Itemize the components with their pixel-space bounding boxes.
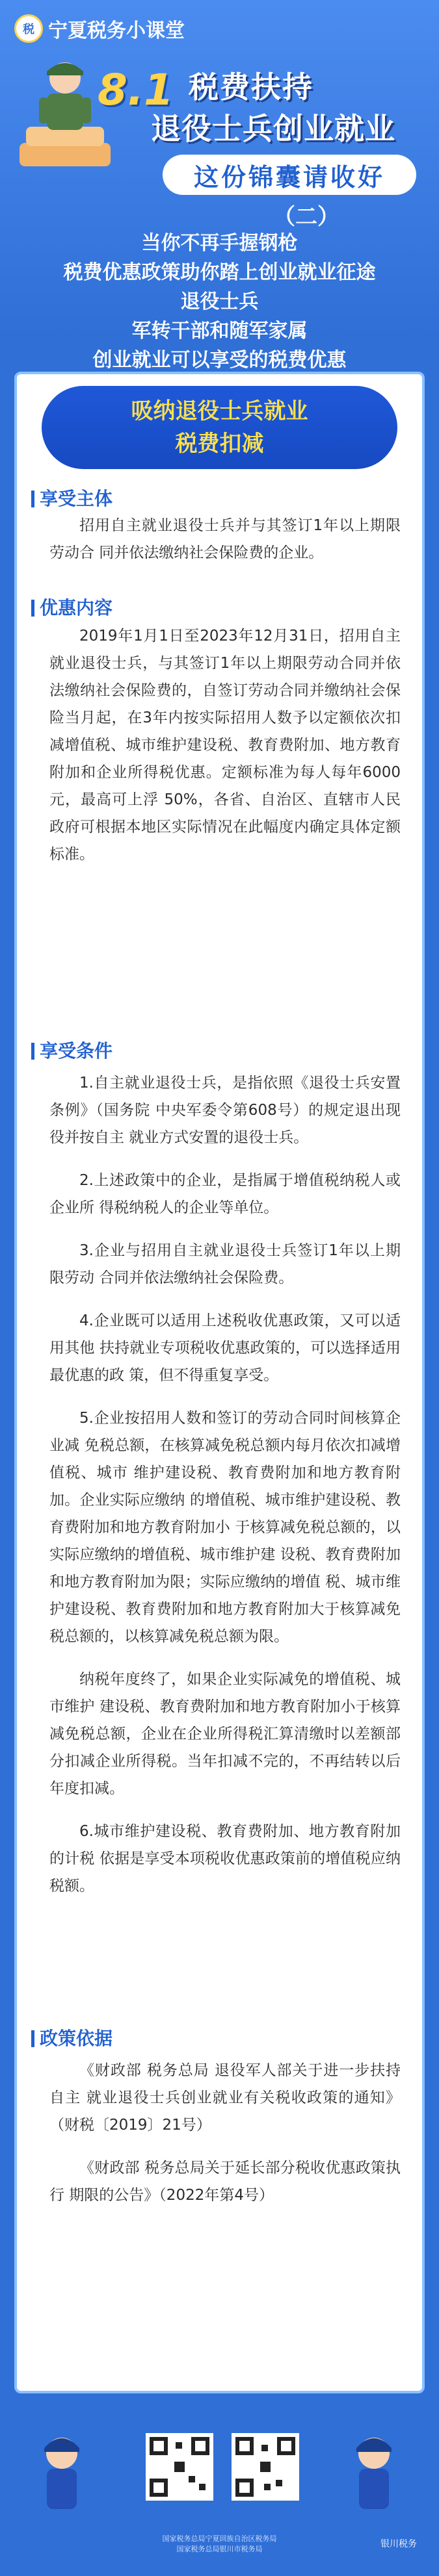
- footer-note: [0, 2534, 439, 2555]
- intro-line: 税费优惠政策助你踏上创业就业征途: [63, 261, 376, 284]
- brand: [14, 14, 185, 43]
- card-header: [42, 386, 397, 469]
- section-title-basis: 政策依据: [31, 2024, 113, 2050]
- page-title-line2: 退役士兵创业就业: [151, 111, 395, 146]
- intro-line: 退役士兵: [180, 290, 259, 313]
- paragraph: 5.企业按招用人数和签订的劳动合同时间核算企业减 免税总额，在核算减免税总额内每月依次扣减增值税、城市 维护建设税、教育费附加和地方教育附加。企业实际应缴纳 的增值税、城市维护建设税、教育费附加和地方教育附加小 于核算减免税总额的，以实际应缴纳的增值税、城市维护建 设税、教育费附加和地方教育附加为限；实际应缴纳的增值 税、城市维护建设税、教育费附加和地方教育附加大于核算减免税总额的，以核算减免税总额为限。: [49, 1410, 401, 1645]
- subtitle-pill: 这份锦囊请收好: [163, 155, 416, 195]
- badge-81: 8.1: [98, 65, 174, 115]
- intro-line: 当你不再手握钢枪: [141, 232, 298, 255]
- police-left-illustration-icon: [39, 2430, 85, 2514]
- qr-code-left-icon: [146, 2433, 213, 2501]
- section-body-conditions: [49, 1069, 401, 1915]
- section-body-benefit: [49, 622, 401, 884]
- paragraph: 2.上述政策中的企业，是指属于增值税纳税人或企业所 得税纳税人的企业等单位。: [49, 1172, 401, 1216]
- section-title-conditions: 享受条件: [31, 1037, 113, 1063]
- qr-code-right-icon: [232, 2433, 299, 2501]
- paragraph: 4.企业既可以适用上述税收优惠政策，又可以适用其他 扶持就业专项税收优惠政策的，可以选择适用最优惠的政 策，但不得重复享受。: [49, 1312, 401, 1384]
- intro-line: 创业就业可以享受的税费优惠: [92, 349, 347, 372]
- tax-logo-icon: 税: [14, 14, 43, 43]
- card-header-line1: 吸纳退役士兵就业: [131, 398, 308, 424]
- paragraph: 招用自主就业退役士兵并与其签订1年以上期限劳动合 同并依法缴纳社会保险费的企业。: [49, 517, 401, 561]
- section-title-benefit: 优惠内容: [31, 594, 113, 620]
- paragraph: 《财政部 税务总局 退役军人部关于进一步扶持自主 就业退役士兵创业就业有关税收政策的通知》（财税〔2019〕21号）: [49, 2062, 401, 2134]
- policy-card: [14, 372, 425, 2393]
- page-title-line1: 税费扶持: [189, 70, 313, 105]
- paragraph: 1.自主就业退役士兵，是指依照《退役士兵安置条例》（国务院 中央军委令第608号）的规定退出现役并按自主 就业方式安置的退役士兵。: [49, 1075, 401, 1146]
- section-title-eligible: 享受主体: [31, 485, 113, 511]
- section-body-eligible: [49, 512, 401, 582]
- section-body-basis: [49, 2057, 401, 2225]
- footer-line1: 国家税务总局宁夏回族自治区税务局: [162, 2534, 277, 2543]
- paragraph: 3.企业与招用自主就业退役士兵签订1年以上期限劳动 合同并依法缴纳社会保险费。: [49, 1242, 401, 1286]
- brand-name: 宁夏税务小课堂: [48, 19, 185, 42]
- paragraph: 《财政部 税务总局关于延长部分税收优惠政策执行 期限的公告》（2022年第4号）: [49, 2160, 401, 2204]
- intro-line: 军转干部和随军家属: [131, 320, 308, 342]
- watermark: 银川税务: [380, 2539, 417, 2549]
- paragraph: 纳税年度终了，如果企业实际减免的增值税、城市维护 建设税、教育费附加和地方教育附加小于核算减免税总额，企业在企业所得税汇算清缴时以差额部分扣减企业所得税。当年扣减不完的，不再结转以后年度扣减。: [49, 1671, 401, 1797]
- footer-line2: 国家税务总局银川市税务局: [176, 2545, 263, 2553]
- part-number: （二）: [273, 204, 339, 230]
- card-header-line2: 税费扣减: [175, 431, 264, 457]
- paragraph: 6.城市维护建设税、教育费附加、地方教育附加的计税 依据是享受本项税收优惠政策前的增值税应纳税额。: [49, 1823, 401, 1894]
- police-right-illustration-icon: [351, 2430, 397, 2514]
- paragraph: 2019年1月1日至2023年12月31日，招用自主就业退役士兵，与其签订1年以上期限劳动合同并依法缴纳社会保险费的，自签订劳动合同并缴纳社会保险当月起，在3年内按实际招用人数予以定额依次扣减增值税、城市维护建设税、教育费附加、地方教育附加和企业所得税优惠。定额标准为每人每年6000元，最高可上浮 50%，各省、自治区、直辖市人民政府可根据本地区实际情况在此幅度内确定具体定额标准。: [49, 628, 401, 863]
